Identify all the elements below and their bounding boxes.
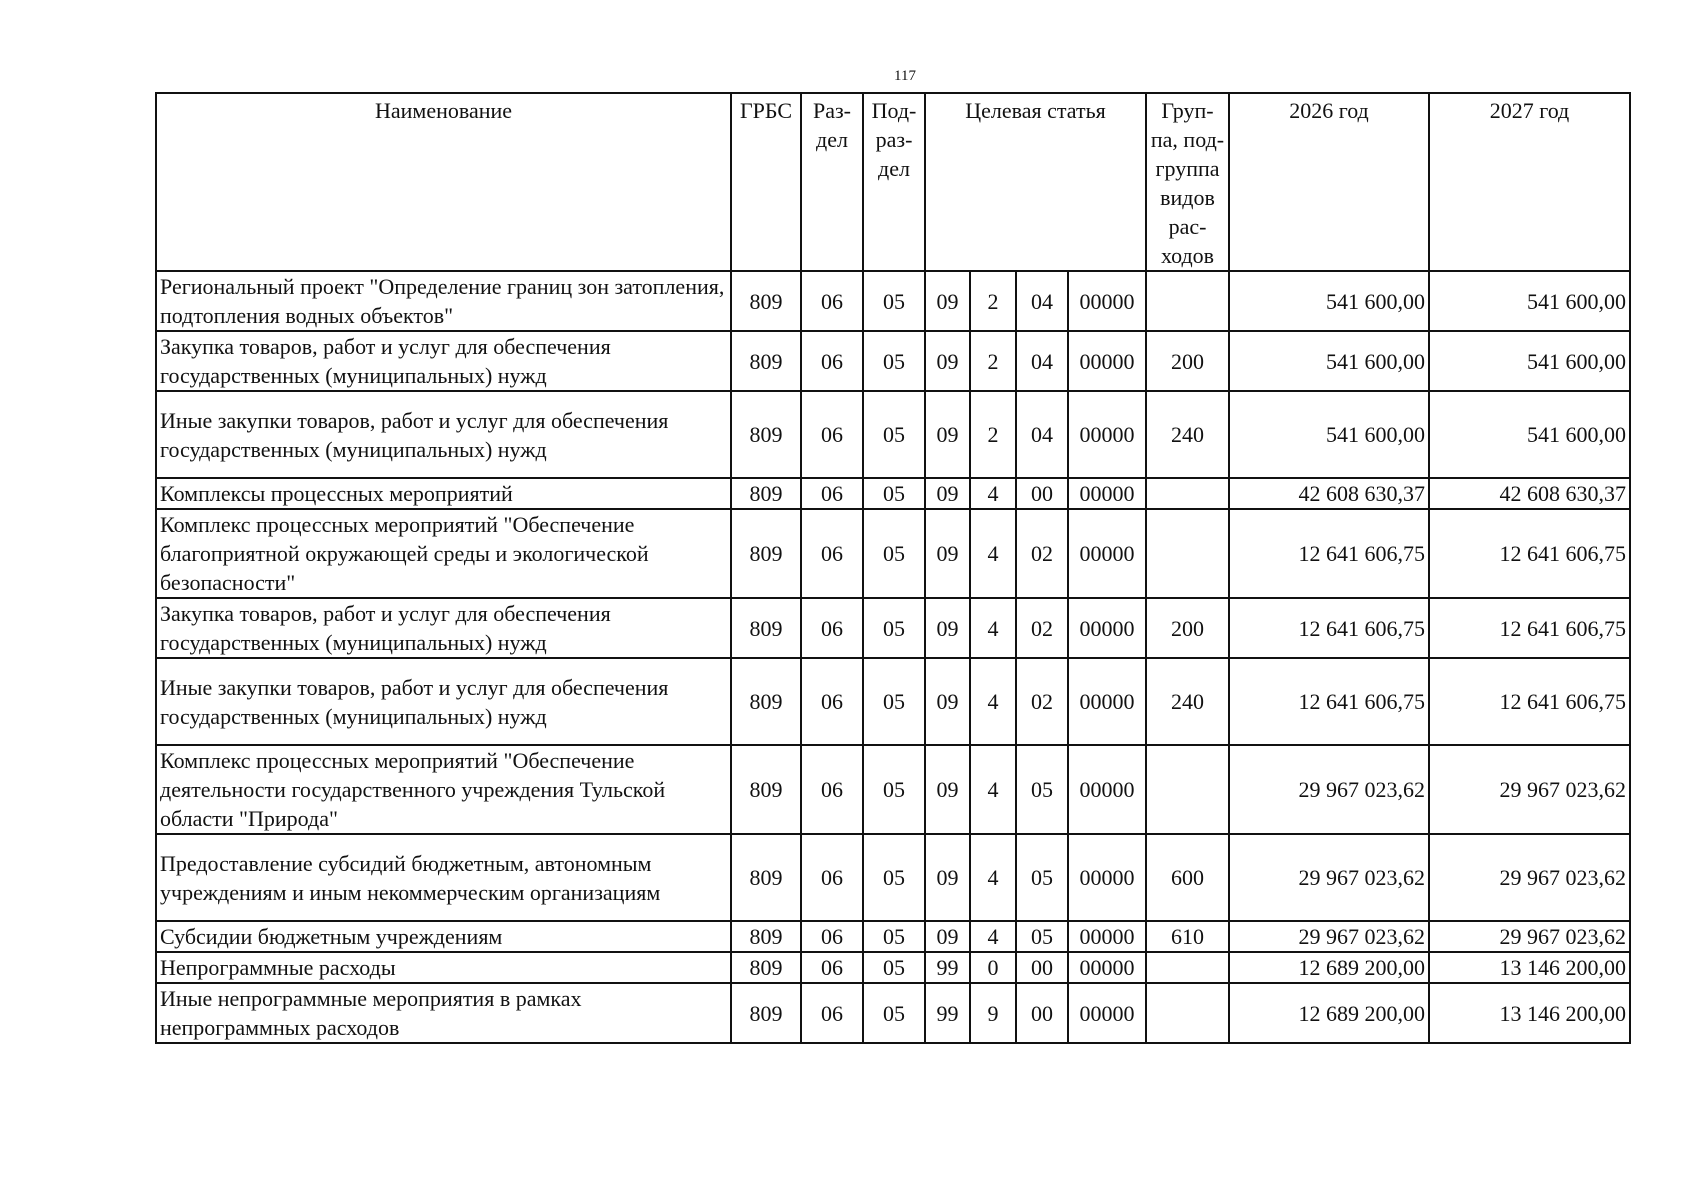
row-amount-2026: 42 608 630,37 <box>1229 478 1429 509</box>
table-header <box>156 93 1630 271</box>
row-razdel: 06 <box>801 509 863 598</box>
row-name: Региональный проект "Определение границ зон затопления, подтопления водных объектов" <box>156 271 731 331</box>
row-podrazdel: 05 <box>863 834 925 921</box>
header-razdel: Раз- дел <box>801 93 863 271</box>
row-target-element: 00 <box>1016 983 1068 1043</box>
row-razdel: 06 <box>801 658 863 745</box>
row-podrazdel: 05 <box>863 952 925 983</box>
row-razdel: 06 <box>801 331 863 391</box>
header-podrazdel: Под- раз- дел <box>863 93 925 271</box>
table-row <box>156 745 1630 834</box>
row-grbs: 809 <box>731 509 801 598</box>
row-expense-group: 240 <box>1146 391 1229 478</box>
row-amount-2026: 12 689 200,00 <box>1229 952 1429 983</box>
row-grbs: 809 <box>731 834 801 921</box>
table-row <box>156 391 1630 478</box>
table-row <box>156 834 1630 921</box>
row-amount-2026: 29 967 023,62 <box>1229 834 1429 921</box>
row-expense-group: 240 <box>1146 658 1229 745</box>
row-target-type: 4 <box>970 921 1016 952</box>
row-razdel: 06 <box>801 745 863 834</box>
row-target-type: 0 <box>970 952 1016 983</box>
table-row <box>156 983 1630 1043</box>
row-name: Субсидии бюджетным учреждениям <box>156 921 731 952</box>
row-target-program: 09 <box>925 834 970 921</box>
row-amount-2026: 541 600,00 <box>1229 271 1429 331</box>
header-grbs: ГРБС <box>731 93 801 271</box>
row-target-element: 00 <box>1016 478 1068 509</box>
row-target-direction: 00000 <box>1068 598 1146 658</box>
table-row <box>156 509 1630 598</box>
row-razdel: 06 <box>801 834 863 921</box>
row-podrazdel: 05 <box>863 745 925 834</box>
row-target-direction: 00000 <box>1068 331 1146 391</box>
row-target-direction: 00000 <box>1068 391 1146 478</box>
row-target-type: 2 <box>970 331 1016 391</box>
row-amount-2027: 12 641 606,75 <box>1429 598 1630 658</box>
row-amount-2027: 29 967 023,62 <box>1429 745 1630 834</box>
page-number: 117 <box>894 68 916 84</box>
row-target-element: 04 <box>1016 331 1068 391</box>
row-target-program: 99 <box>925 952 970 983</box>
row-target-program: 09 <box>925 598 970 658</box>
row-grbs: 809 <box>731 745 801 834</box>
row-target-type: 4 <box>970 658 1016 745</box>
row-amount-2026: 12 641 606,75 <box>1229 658 1429 745</box>
row-razdel: 06 <box>801 478 863 509</box>
row-amount-2027: 29 967 023,62 <box>1429 921 1630 952</box>
row-expense-group <box>1146 952 1229 983</box>
row-razdel: 06 <box>801 921 863 952</box>
row-grbs: 809 <box>731 391 801 478</box>
row-target-element: 04 <box>1016 391 1068 478</box>
row-target-program: 09 <box>925 921 970 952</box>
row-expense-group <box>1146 271 1229 331</box>
table-row <box>156 271 1630 331</box>
row-target-element: 04 <box>1016 271 1068 331</box>
table-row <box>156 658 1630 745</box>
header-target-article: Целевая статья <box>925 93 1146 271</box>
budget-table <box>155 92 1631 1044</box>
row-amount-2026: 29 967 023,62 <box>1229 745 1429 834</box>
row-grbs: 809 <box>731 658 801 745</box>
row-podrazdel: 05 <box>863 658 925 745</box>
row-expense-group <box>1146 509 1229 598</box>
row-amount-2026: 12 641 606,75 <box>1229 509 1429 598</box>
row-target-type: 4 <box>970 834 1016 921</box>
row-razdel: 06 <box>801 391 863 478</box>
row-target-type: 4 <box>970 478 1016 509</box>
row-target-direction: 00000 <box>1068 745 1146 834</box>
row-name: Закупка товаров, работ и услуг для обеспечения государственных (муниципальных) нужд <box>156 598 731 658</box>
row-amount-2027: 13 146 200,00 <box>1429 983 1630 1043</box>
row-podrazdel: 05 <box>863 983 925 1043</box>
row-target-program: 09 <box>925 509 970 598</box>
row-name: Предоставление субсидий бюджетным, автономным учреждениям и иным некоммерческим организациям <box>156 834 731 921</box>
row-amount-2027: 541 600,00 <box>1429 391 1630 478</box>
row-name: Комплекс процессных мероприятий "Обеспечение деятельности государственного учреждения Тульской области "Природа" <box>156 745 731 834</box>
row-target-direction: 00000 <box>1068 952 1146 983</box>
row-target-program: 09 <box>925 745 970 834</box>
row-target-direction: 00000 <box>1068 478 1146 509</box>
row-target-direction: 00000 <box>1068 658 1146 745</box>
row-target-program: 09 <box>925 331 970 391</box>
row-podrazdel: 05 <box>863 478 925 509</box>
row-target-direction: 00000 <box>1068 271 1146 331</box>
row-target-direction: 00000 <box>1068 834 1146 921</box>
row-expense-group: 200 <box>1146 331 1229 391</box>
table-body <box>156 271 1630 1043</box>
row-grbs: 809 <box>731 478 801 509</box>
row-target-type: 2 <box>970 391 1016 478</box>
row-target-element: 05 <box>1016 745 1068 834</box>
row-amount-2027: 12 641 606,75 <box>1429 658 1630 745</box>
row-target-type: 9 <box>970 983 1016 1043</box>
row-name: Иные непрограммные мероприятия в рамках непрограммных расходов <box>156 983 731 1043</box>
row-amount-2026: 12 641 606,75 <box>1229 598 1429 658</box>
row-name: Иные закупки товаров, работ и услуг для обеспечения государственных (муниципальных) нужд <box>156 391 731 478</box>
row-grbs: 809 <box>731 331 801 391</box>
row-name: Комплекс процессных мероприятий "Обеспечение благоприятной окружающей среды и экологической безопасности" <box>156 509 731 598</box>
row-expense-group: 610 <box>1146 921 1229 952</box>
row-target-program: 09 <box>925 391 970 478</box>
row-target-element: 02 <box>1016 598 1068 658</box>
header-year-2027: 2027 год <box>1429 93 1630 271</box>
row-target-program: 99 <box>925 983 970 1043</box>
row-target-element: 00 <box>1016 952 1068 983</box>
row-expense-group <box>1146 983 1229 1043</box>
row-expense-group <box>1146 478 1229 509</box>
row-target-element: 02 <box>1016 509 1068 598</box>
table-row <box>156 331 1630 391</box>
row-grbs: 809 <box>731 983 801 1043</box>
row-amount-2027: 12 641 606,75 <box>1429 509 1630 598</box>
header-name: Наименование <box>156 93 731 271</box>
row-grbs: 809 <box>731 271 801 331</box>
row-target-type: 4 <box>970 509 1016 598</box>
row-grbs: 809 <box>731 921 801 952</box>
row-target-type: 4 <box>970 745 1016 834</box>
row-target-direction: 00000 <box>1068 921 1146 952</box>
row-razdel: 06 <box>801 952 863 983</box>
row-target-program: 09 <box>925 478 970 509</box>
row-amount-2026: 12 689 200,00 <box>1229 983 1429 1043</box>
row-grbs: 809 <box>731 952 801 983</box>
row-name: Иные закупки товаров, работ и услуг для обеспечения государственных (муниципальных) нужд <box>156 658 731 745</box>
row-target-direction: 00000 <box>1068 983 1146 1043</box>
row-podrazdel: 05 <box>863 509 925 598</box>
header-year-2026: 2026 год <box>1229 93 1429 271</box>
row-target-element: 05 <box>1016 921 1068 952</box>
row-podrazdel: 05 <box>863 391 925 478</box>
row-amount-2027: 13 146 200,00 <box>1429 952 1630 983</box>
row-amount-2027: 541 600,00 <box>1429 271 1630 331</box>
row-amount-2026: 541 600,00 <box>1229 391 1429 478</box>
row-razdel: 06 <box>801 271 863 331</box>
row-podrazdel: 05 <box>863 271 925 331</box>
table-row <box>156 921 1630 952</box>
row-amount-2027: 42 608 630,37 <box>1429 478 1630 509</box>
row-name: Непрограммные расходы <box>156 952 731 983</box>
row-razdel: 06 <box>801 598 863 658</box>
row-target-program: 09 <box>925 658 970 745</box>
row-amount-2027: 29 967 023,62 <box>1429 834 1630 921</box>
row-name: Закупка товаров, работ и услуг для обеспечения государственных (муниципальных) нужд <box>156 331 731 391</box>
row-target-element: 05 <box>1016 834 1068 921</box>
table-row <box>156 952 1630 983</box>
table-row <box>156 598 1630 658</box>
row-target-type: 2 <box>970 271 1016 331</box>
table-row <box>156 478 1630 509</box>
row-target-element: 02 <box>1016 658 1068 745</box>
row-expense-group: 200 <box>1146 598 1229 658</box>
row-target-program: 09 <box>925 271 970 331</box>
row-grbs: 809 <box>731 598 801 658</box>
row-expense-group: 600 <box>1146 834 1229 921</box>
row-target-direction: 00000 <box>1068 509 1146 598</box>
header-expense-group: Груп- па, под- группа видов рас- ходов <box>1146 93 1229 271</box>
row-amount-2027: 541 600,00 <box>1429 331 1630 391</box>
row-name: Комплексы процессных мероприятий <box>156 478 731 509</box>
row-amount-2026: 541 600,00 <box>1229 331 1429 391</box>
row-podrazdel: 05 <box>863 598 925 658</box>
row-podrazdel: 05 <box>863 331 925 391</box>
row-target-type: 4 <box>970 598 1016 658</box>
row-podrazdel: 05 <box>863 921 925 952</box>
row-amount-2026: 29 967 023,62 <box>1229 921 1429 952</box>
row-razdel: 06 <box>801 983 863 1043</box>
row-expense-group <box>1146 745 1229 834</box>
